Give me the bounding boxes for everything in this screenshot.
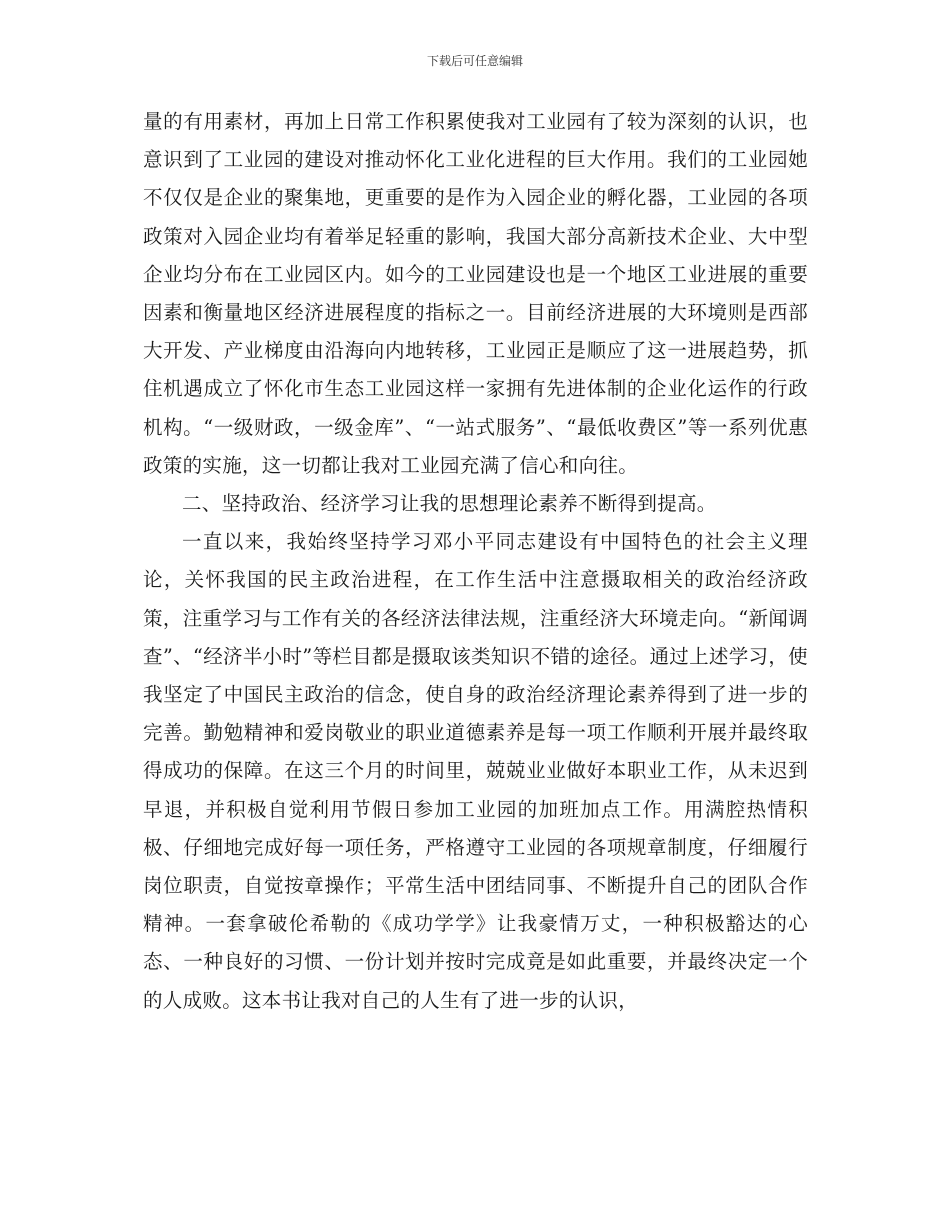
paragraph-3: 一直以来，我始终坚持学习邓小平同志建设有中国特色的社会主义理论，关怀我国的民主政治进程，在工作生活中注意摄取相关的政治经济政策，注重学习与工作有关的各经济法律法规，注重经济大环境走向。“新闻调查”、“经济半小时”等栏目都是摄取该类知识不错的途径。通过上述学习，使我坚定了中国民主政治的信念，使自身的政治经济理论素养得到了进一步的完善。勤勉精神和爱岗敬业的职业道德素养是每一项工作顺利开展并最终取得成功的保障。在这三个月的时间里，兢兢业业做好本职业工作，从未迟到早退，并积极自觉利用节假日参加工业园的加班加点工作。用满腔热情积极、仔细地完成好每一项任务，严格遵守工业园的各项规章制度，仔细履行岗位职责，自觉按章操作；平常生活中团结同事、不断提升自己的团队合作精神。一套拿破伦希勒的《成功学学》让我豪情万丈，一种积极豁达的心态、一种良好的习惯、一份计划并按时完成竟是如此重要，并最终决定一个的人成败。这本书让我对自己的人生有了进一步的认识， [143, 530, 808, 1012]
page-header-note: 下载后可任意编辑 [426, 54, 523, 68]
section-heading-2: 二、坚持政治、经济学习让我的思想理论素养不断得到提高。 [182, 492, 717, 516]
document-body [143, 103, 808, 1020]
paragraph-1: 量的有用素材，再加上日常工作积累使我对工业园有了较为深刻的认识，也意识到了工业园的建设对推动怀化工业化进程的巨大作用。我们的工业园她不仅仅是企业的聚集地，更重要的是作为入园企业的孵化器，工业园的各项政策对入园企业均有着举足轻重的影响，我国大部分高新技术企业、大中型企业均分布在工业园区内。如今的工业园建设也是一个地区工业进展的重要因素和衡量地区经济进展程度的指标之一。目前经济进展的大环境则是西部大开发、产业梯度由沿海向内地转移，工业园正是顺应了这一进展趋势，抓住机遇成立了怀化市生态工业园这样一家拥有先进体制的企业化运作的行政机构。“一级财政，一级金库”、“一站式服务”、“最低收费区”等一系列优惠政策的实施，这一切都让我对工业园充满了信心和向往。 [143, 110, 808, 477]
